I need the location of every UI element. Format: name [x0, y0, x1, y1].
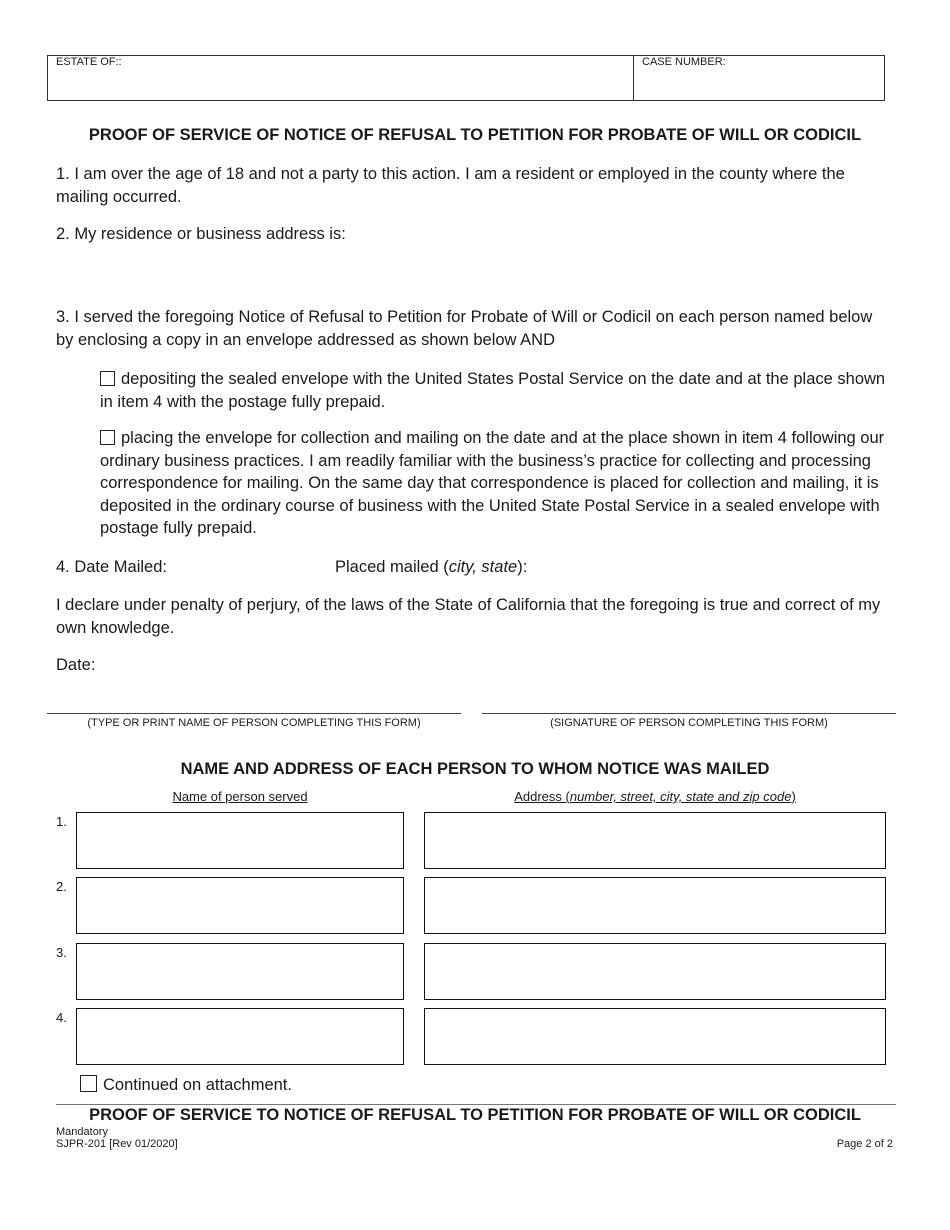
- row-number: 1.: [56, 814, 67, 829]
- continued-checkbox[interactable]: [80, 1075, 97, 1092]
- name-field-2[interactable]: [76, 877, 404, 934]
- row-number: 3.: [56, 945, 67, 960]
- name-field-4[interactable]: [76, 1008, 404, 1065]
- estate-case-header-box: [47, 55, 885, 101]
- continued-on-attachment: [80, 1074, 292, 1097]
- mailing-title: NAME AND ADDRESS OF EACH PERSON TO WHOM NOTICE WAS MAILED: [180, 760, 770, 778]
- mandatory-label: Mandatory: [56, 1126, 108, 1138]
- case-number-label: CASE NUMBER:: [642, 56, 726, 68]
- date-label: Date:: [56, 656, 96, 674]
- option-placing-text: placing the envelope for collection and mailing on the date and at the place shown in item 4 following our ordinary business practices. I am readily familiar with the business’s practice for collecting and processing correspondence for mailing. On the same day that correspondence is placed for collection and mailing, it is deposited in the ordinary course of business with the United State Postal Service in a sealed envelope with postage fully prepaid.: [100, 429, 885, 537]
- form-title: PROOF OF SERVICE OF NOTICE OF REFUSAL TO PETITION FOR PROBATE OF WILL OR CODICIL: [88, 126, 862, 144]
- option-deposit: [100, 368, 890, 413]
- estate-of-label: ESTATE OF::: [56, 56, 122, 68]
- address-column-header: Address (number, street, city, state and zip code): [514, 789, 796, 804]
- footer-title: PROOF OF SERVICE TO NOTICE OF REFUSAL TO PETITION FOR PROBATE OF WILL OR CODICIL: [89, 1106, 861, 1124]
- signature-line[interactable]: [482, 713, 896, 714]
- item-1-text: 1. I am over the age of 18 and not a party to this action. I am a resident or employed in the county where the mailing occurred.: [56, 165, 845, 206]
- continued-label: Continued on attachment.: [103, 1076, 292, 1094]
- date-mailed-label: 4. Date Mailed:: [56, 558, 167, 576]
- form-id: SJPR-201 [Rev 01/2020]: [56, 1138, 178, 1150]
- address-field-3[interactable]: [424, 943, 886, 1000]
- option-deposit-text: depositing the sealed envelope with the United States Postal Service on the date and at the place shown in item 4 with the postage fully prepaid.: [100, 370, 886, 411]
- address-field-1[interactable]: [424, 812, 886, 869]
- item-2-text: 2. My residence or business address is:: [56, 225, 346, 243]
- name-caption: (TYPE OR PRINT NAME OF PERSON COMPLETING THIS FORM): [87, 717, 421, 729]
- name-field-3[interactable]: [76, 943, 404, 1000]
- item-3-text: 3. I served the foregoing Notice of Refusal to Petition for Probate of Will or Codicil on each person named below by enclosing a copy in an envelope addressed as shown below AND: [56, 308, 873, 349]
- footer-divider: [56, 1104, 896, 1105]
- address-field-2[interactable]: [424, 877, 886, 934]
- address-field-4[interactable]: [424, 1008, 886, 1065]
- signature-caption: (SIGNATURE OF PERSON COMPLETING THIS FORM): [550, 717, 828, 729]
- header-divider: [633, 55, 634, 101]
- option-placing: [100, 427, 890, 540]
- placing-checkbox[interactable]: [100, 430, 115, 445]
- declaration-text: I declare under penalty of perjury, of the laws of the State of California that the foregoing is true and correct of my own knowledge.: [56, 596, 881, 637]
- deposit-checkbox[interactable]: [100, 371, 115, 386]
- name-line[interactable]: [47, 713, 461, 714]
- page-number: Page 2 of 2: [836, 1138, 893, 1150]
- name-column-header: Name of person served: [172, 789, 308, 804]
- place-mailed-label: Placed mailed (city, state):: [335, 558, 528, 576]
- row-number: 2.: [56, 879, 67, 894]
- name-field-1[interactable]: [76, 812, 404, 869]
- row-number: 4.: [56, 1010, 67, 1025]
